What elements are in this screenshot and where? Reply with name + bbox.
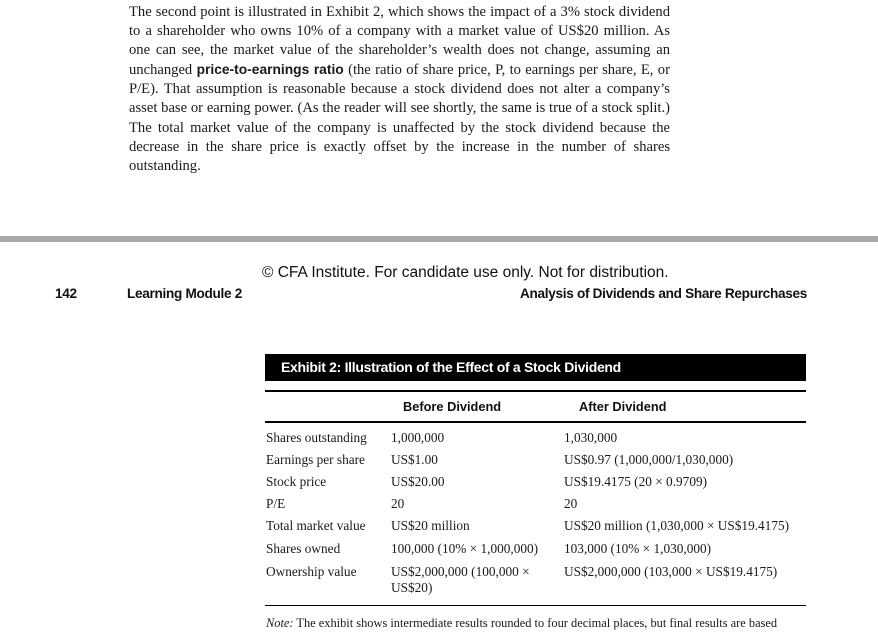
table-top-rule — [265, 390, 806, 392]
before-value: 1,000,000 — [391, 430, 445, 445]
after-value: US$2,000,000 (103,000 × US$19.4175) — [564, 564, 778, 579]
page-divider — [0, 236, 878, 242]
before-value: 20 — [391, 496, 405, 511]
column-header-after: After Dividend — [579, 399, 667, 414]
page-number: 142 — [55, 286, 77, 301]
after-value: 1,030,000 — [564, 430, 618, 445]
before-value: US$20.00 — [391, 474, 445, 489]
body-paragraph — [129, 3, 670, 176]
paragraph-text-1: The second point is illustrated in Exhibit 2, which shows the impact of a 3% stock dividend to a shareholder who owns 10% of a company with a market value of US$20 million. As one can see, the market value of the shareholder’s wealth does not change, assuming an unchanged — [129, 4, 670, 79]
row-label: Earnings per share — [266, 452, 365, 467]
before-value: US$1.00 — [391, 452, 438, 467]
price-to-earnings-term: price-to-earnings ratio — [196, 62, 344, 78]
exhibit-note — [266, 616, 806, 631]
copyright-notice: © CFA Institute. For candidate use only. Not for distribution. — [262, 264, 669, 281]
table-header-rule — [265, 421, 806, 423]
before-value: 100,000 (10% × 1,000,000) — [391, 541, 539, 556]
section-title: Analysis of Dividends and Share Repurchases — [519, 286, 807, 301]
row-label: Total market value — [266, 518, 366, 533]
after-value: US$0.97 (1,000,000/1,030,000) — [564, 452, 734, 467]
after-value: US$20 million (1,030,000 × US$19.4175) — [564, 518, 790, 533]
row-label: Shares owned — [266, 541, 341, 556]
after-value: US$19.4175 (20 × 0.9709) — [564, 474, 708, 489]
row-label: P/E — [266, 496, 286, 511]
row-label: Stock price — [266, 474, 327, 489]
before-value: US$20 million — [391, 518, 470, 533]
module-name: Learning Module 2 — [127, 286, 242, 301]
paragraph-text-2: (the ratio of share price, P, to earnings per share, E, or P/E). That assumption is reasonable because a stock dividend does not alter a company’s asset base or earning power. (As the reader will see shortly, the same is true of a stock split.) The total market value of the company is unaffected by the stock dividend because the decrease in the share price is exactly offset by the increase in the number of shares outstanding. — [129, 62, 670, 174]
note-label: Note: — [266, 616, 294, 630]
row-label: Shares outstanding — [266, 430, 367, 445]
column-header-before: Before Dividend — [403, 399, 502, 414]
note-text: The exhibit shows intermediate results rounded to four decimal places, but final results are based — [293, 616, 778, 630]
after-value: 103,000 (10% × 1,030,000) — [564, 541, 712, 556]
before-value: US$2,000,000 (100,000 × US$20) — [391, 564, 530, 595]
table-bottom-rule — [265, 605, 806, 606]
after-value: 20 — [564, 496, 578, 511]
row-label: Ownership value — [266, 564, 357, 579]
exhibit-title: Exhibit 2: Illustration of the Effect of a Stock Dividend — [265, 354, 806, 381]
